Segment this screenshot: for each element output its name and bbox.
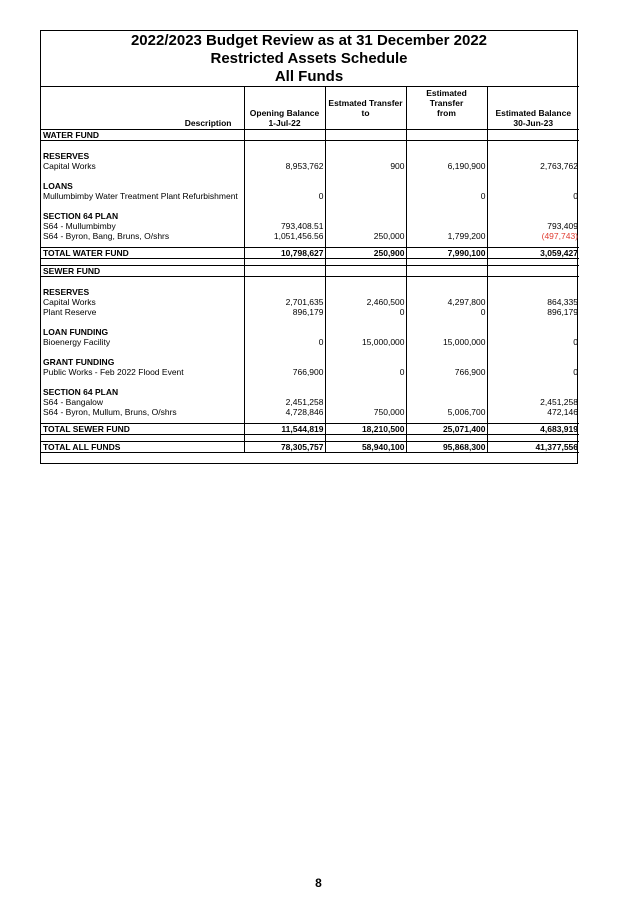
spacer-row [41,377,579,387]
table-row: Public Works - Feb 2022 Flood Event 766,900 0 766,900 0 [43,367,578,377]
col-transfer-from: Estimated Transfer from [406,87,487,130]
spacer-row [41,453,579,464]
report-scope: All Funds [274,68,344,85]
spacer-row [41,171,579,181]
table-row: Plant Reserve 896,179 0 0 896,179 [43,307,578,317]
spacer-row [41,141,579,152]
section-heading-water-fund: WATER FUND [41,130,579,141]
page-number: 8 [315,876,322,890]
spacer-row [41,317,579,327]
col-transfer-to: Estmated Transfer to [325,87,406,130]
group-heading-reserves: RESERVES [41,151,579,161]
report-subtitle: Restricted Assets Schedule [210,50,408,67]
table-row: S64 - Mullumbimby 793,408.51 793,409 [43,221,578,231]
spacer-row [41,277,579,288]
table-row: Bioenergy Facility 0 15,000,000 15,000,000 0 [43,337,578,347]
spacer-row [41,259,579,266]
group-heading-section-64: SECTION 64 PLAN [41,387,579,397]
table-row: Mullumbimby Water Treatment Plant Refurbishment 0 0 0 [43,191,578,201]
group-heading-grant-funding: GRANT FUNDING [41,357,579,367]
report-title: 2022/2023 Budget Review as at 31 December 2022 [130,32,488,49]
spacer-row [41,201,579,211]
table-row: Capital Works 8,953,762 900 6,190,900 2,763,762 [43,161,578,171]
col-opening-balance: Opening Balance 1-Jul-22 [244,87,325,130]
table-row: Capital Works 2,701,635 2,460,500 4,297,800 864,335 [43,297,578,307]
total-all-funds-row: TOTAL ALL FUNDS 78,305,757 58,940,100 95,868,300 41,377,556 [43,442,578,452]
group-heading-section-64: SECTION 64 PLAN [41,211,579,221]
group-heading-loans: LOANS [41,181,579,191]
spacer-row [41,347,579,357]
table-header-row [41,87,579,130]
schedule-table [41,86,579,463]
total-water-fund-row: TOTAL WATER FUND 10,798,627 250,900 7,990,100 3,059,427 [43,248,578,258]
spacer-row [41,435,579,442]
table-row: S64 - Bangalow 2,451,258 2,451,258 [43,397,578,407]
group-heading-loan-funding: LOAN FUNDING [41,327,579,337]
col-description: Description [41,87,244,130]
table-row: S64 - Byron, Bang, Bruns, O/shrs 1,051,456.56 250,000 1,799,200 (497,743) [43,231,578,241]
restricted-assets-schedule [40,30,578,464]
section-heading-sewer-fund: SEWER FUND [41,266,579,277]
total-sewer-fund-row: TOTAL SEWER FUND 11,544,819 18,210,500 25,071,400 4,683,919 [43,424,578,434]
col-estimated-balance: Estimated Balance 30-Jun-23 [487,87,579,130]
negative-balance: (497,743) [487,231,579,241]
group-heading-reserves: RESERVES [41,287,579,297]
table-row: S64 - Byron, Mullum, Bruns, O/shrs 4,728,846 750,000 5,006,700 472,146 [43,407,578,417]
